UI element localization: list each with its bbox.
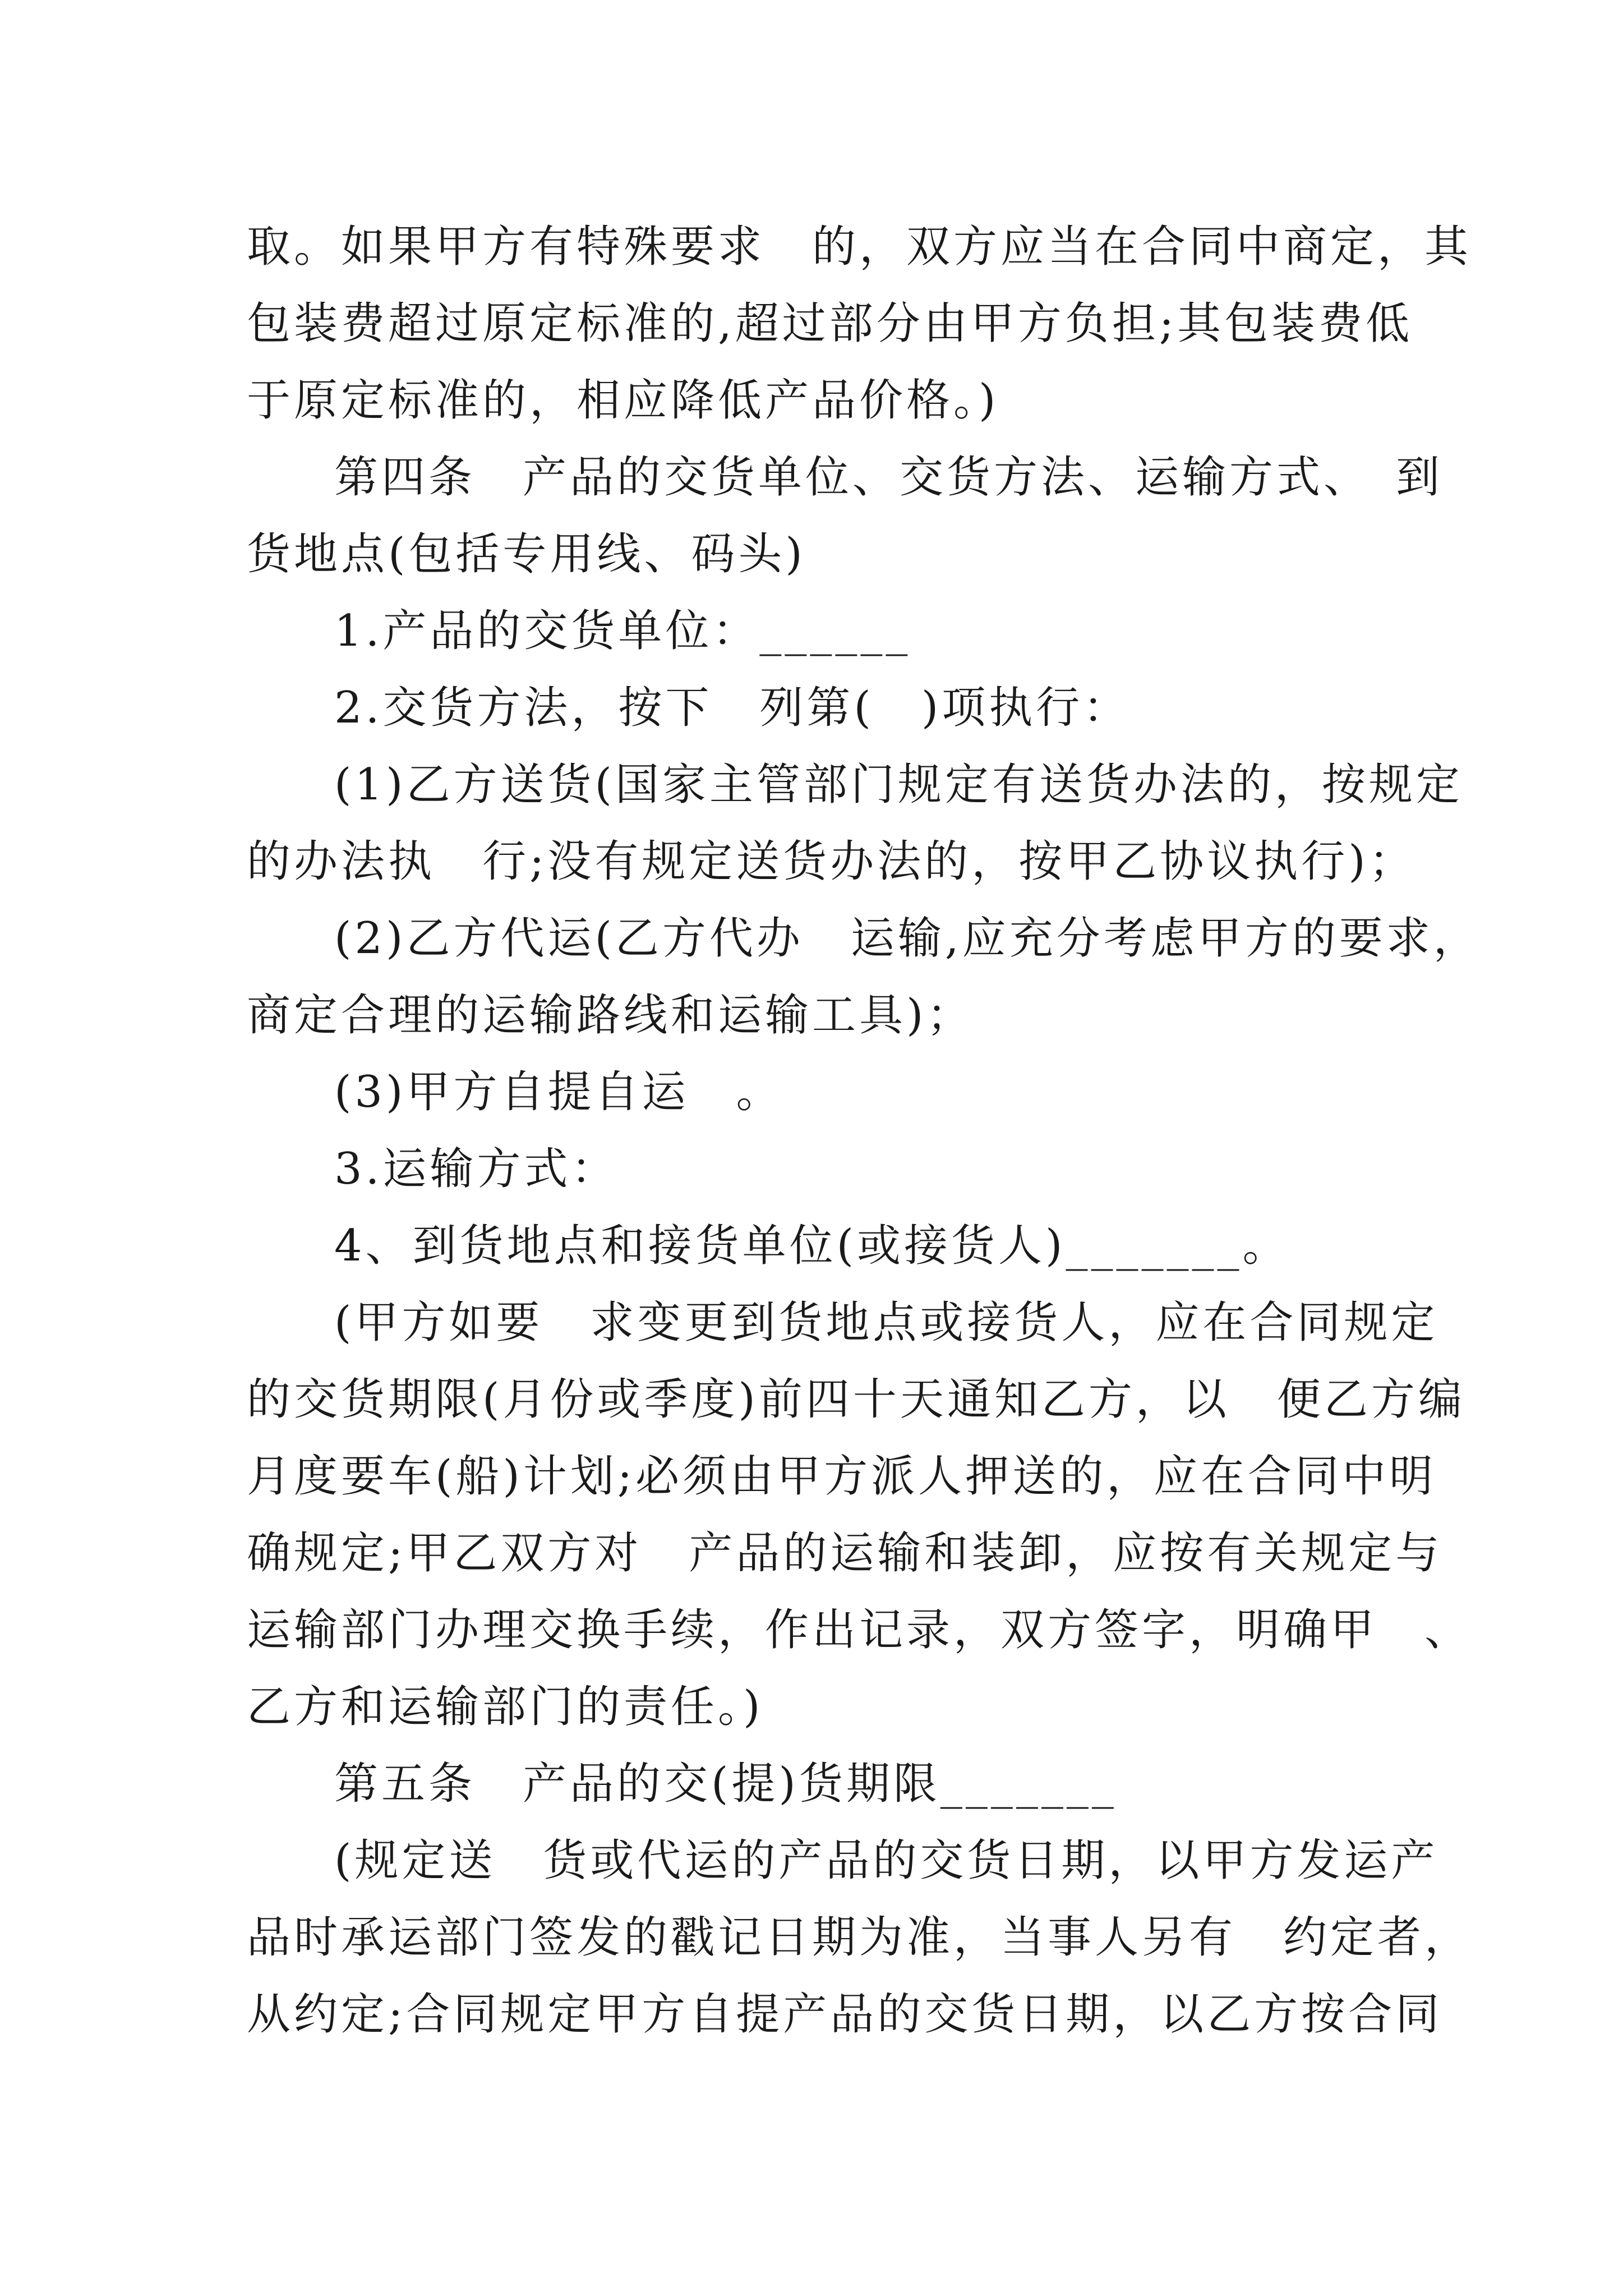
text-line: 货地点(包括专用线、码头) <box>247 529 806 579</box>
text-line: 2.交货方法，按下 列第( )项执行： <box>334 683 1131 733</box>
text-line: 包装费超过原定标准的,超过部分由甲方负担;其包装费低 <box>247 298 1413 349</box>
text-line: 3.运输方式： <box>334 1144 619 1194</box>
text-line: 4、到货地点和接货单位(或接货人)_______。 <box>334 1221 1290 1271</box>
text-line: 从约定;合同规定甲方自提产品的交货日期，以乙方按合同 <box>247 1989 1443 2040</box>
text-line: 乙方和运输部门的责任。) <box>247 1682 764 1732</box>
text-line: 月度要车(船)计划;必须由甲方派人押送的，应在合同中明 <box>247 1451 1437 1502</box>
text-line: 运输部门办理交换手续，作出记录，双方签字，明确甲 、 <box>247 1605 1472 1655</box>
text-line: (3)甲方自提自运 。 <box>334 1067 783 1117</box>
text-line: 确规定;甲乙双方对 产品的运输和装卸，应按有关规定与 <box>247 1528 1443 1579</box>
text-line: (规定送 货或代运的产品的交货日期，以甲方发运产 <box>334 1835 1438 1886</box>
text-line: (甲方如要 求变更到货地点或接货人，应在合同规定 <box>334 1297 1438 1348</box>
text-line: (2)乙方代运(乙方代办 运输,应充分考虑甲方的要求， <box>334 913 1481 964</box>
text-line: 品时承运部门签发的戳记日期为准，当事人另有 约定者， <box>247 1912 1472 1963</box>
text-line: 第四条 产品的交货单位、交货方法、运输方式、 到 <box>334 452 1444 503</box>
contract-text-body <box>247 209 1481 2053</box>
text-line: 的交货期限(月份或季度)前四十天通知乙方，以 便乙方编 <box>247 1374 1465 1425</box>
text-line: (1)乙方送货(国家主管部门规定有送货办法的，按规定 <box>334 760 1463 810</box>
text-line: 第五条 产品的交(提)货期限_______ <box>334 1759 1117 1809</box>
text-line: 商定合理的运输路线和运输工具)； <box>247 990 974 1041</box>
text-line: 1.产品的交货单位：______ <box>334 606 911 656</box>
text-line: 于原定标准的，相应降低产品价格。) <box>247 375 999 426</box>
text-line: 取。如果甲方有特殊要求 的，双方应当在合同中商定，其 <box>247 222 1472 272</box>
text-line: 的办法执 行;没有规定送货办法的，按甲乙协议执行)； <box>247 836 1416 887</box>
